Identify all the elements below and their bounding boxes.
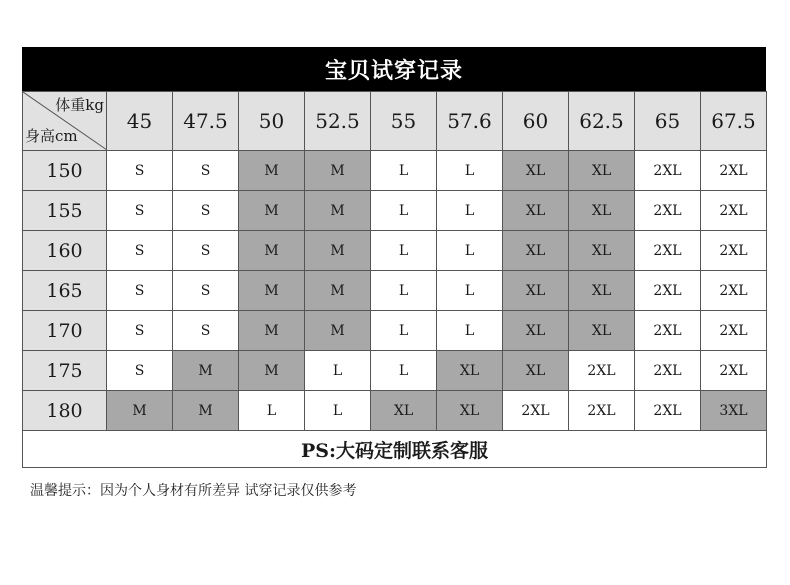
size-cell: M — [305, 151, 371, 191]
weight-header-cell: 55 — [371, 92, 437, 151]
weight-axis-label: 体重kg — [55, 96, 104, 114]
height-cell: 175 — [23, 351, 107, 391]
size-cell: M — [239, 151, 305, 191]
height-cell: 160 — [23, 231, 107, 271]
size-cell: L — [437, 151, 503, 191]
size-cell: L — [371, 151, 437, 191]
weight-header-cell: 62.5 — [569, 92, 635, 151]
size-cell: M — [305, 311, 371, 351]
size-cell: 2XL — [635, 191, 701, 231]
height-cell: 165 — [23, 271, 107, 311]
size-cell: 2XL — [635, 231, 701, 271]
size-cell: M — [173, 391, 239, 431]
size-cell: XL — [569, 311, 635, 351]
size-cell: XL — [569, 271, 635, 311]
table-row — [23, 231, 767, 271]
size-cell: L — [371, 191, 437, 231]
size-cell: 2XL — [701, 271, 767, 311]
weight-header-cell: 47.5 — [173, 92, 239, 151]
size-cell: M — [239, 191, 305, 231]
table-row — [23, 151, 767, 191]
table-row — [23, 311, 767, 351]
weight-header-cell: 65 — [635, 92, 701, 151]
size-cell: L — [371, 351, 437, 391]
chart-title: 宝贝试穿记录 — [22, 47, 766, 91]
tip-note: 温馨提示：因为个人身材有所差异 试穿记录仅供参考 — [30, 483, 357, 499]
size-cell: M — [305, 191, 371, 231]
size-table-body — [23, 151, 767, 431]
weight-header-cell: 57.6 — [437, 92, 503, 151]
size-cell: 2XL — [569, 391, 635, 431]
size-cell: 2XL — [701, 311, 767, 351]
size-cell: 3XL — [701, 391, 767, 431]
height-cell: 155 — [23, 191, 107, 231]
size-cell: L — [437, 191, 503, 231]
size-cell: 2XL — [635, 311, 701, 351]
size-cell: XL — [503, 231, 569, 271]
size-cell: L — [239, 391, 305, 431]
ps-row — [23, 431, 767, 468]
size-cell: XL — [371, 391, 437, 431]
size-cell: S — [107, 151, 173, 191]
size-cell: XL — [503, 191, 569, 231]
weight-header-cell: 50 — [239, 92, 305, 151]
size-cell: M — [239, 351, 305, 391]
size-cell: XL — [437, 351, 503, 391]
size-cell: M — [239, 311, 305, 351]
size-cell: M — [173, 351, 239, 391]
size-cell: L — [371, 311, 437, 351]
size-cell: 2XL — [569, 351, 635, 391]
height-cell: 170 — [23, 311, 107, 351]
weight-header-cell: 45 — [107, 92, 173, 151]
size-cell: 2XL — [635, 271, 701, 311]
height-cell: 150 — [23, 151, 107, 191]
table-row — [23, 351, 767, 391]
size-chart — [22, 47, 766, 468]
size-cell: XL — [437, 391, 503, 431]
size-cell: S — [173, 311, 239, 351]
size-cell: S — [107, 271, 173, 311]
size-cell: L — [371, 231, 437, 271]
size-cell: XL — [569, 231, 635, 271]
corner-cell — [23, 92, 107, 151]
size-cell: S — [107, 351, 173, 391]
size-cell: L — [305, 391, 371, 431]
size-cell: XL — [503, 311, 569, 351]
weight-header-cell: 52.5 — [305, 92, 371, 151]
size-cell: 2XL — [701, 191, 767, 231]
size-cell: S — [107, 231, 173, 271]
size-cell: S — [107, 191, 173, 231]
table-row — [23, 191, 767, 231]
size-cell: M — [107, 391, 173, 431]
table-row — [23, 391, 767, 431]
weight-header-row — [23, 92, 767, 151]
size-cell: L — [371, 271, 437, 311]
size-cell: 2XL — [635, 151, 701, 191]
size-cell: XL — [503, 151, 569, 191]
size-cell: 2XL — [701, 151, 767, 191]
size-cell: 2XL — [635, 391, 701, 431]
weight-header-cell: 67.5 — [701, 92, 767, 151]
size-cell: L — [437, 311, 503, 351]
height-cell: 180 — [23, 391, 107, 431]
size-cell: M — [305, 271, 371, 311]
height-axis-label: 身高cm — [25, 127, 78, 145]
size-table — [22, 91, 767, 468]
size-cell: XL — [503, 271, 569, 311]
size-cell: S — [107, 311, 173, 351]
size-cell: M — [305, 231, 371, 271]
size-cell: S — [173, 231, 239, 271]
size-cell: L — [305, 351, 371, 391]
size-cell: XL — [503, 351, 569, 391]
ps-note: PS:大码定制联系客服 — [23, 431, 767, 468]
size-cell: S — [173, 271, 239, 311]
size-cell: 2XL — [503, 391, 569, 431]
size-cell: L — [437, 271, 503, 311]
size-cell: XL — [569, 151, 635, 191]
size-cell: S — [173, 151, 239, 191]
table-row — [23, 271, 767, 311]
size-cell: 2XL — [635, 351, 701, 391]
size-cell: 2XL — [701, 231, 767, 271]
weight-header-cell: 60 — [503, 92, 569, 151]
size-cell: XL — [569, 191, 635, 231]
size-cell: M — [239, 231, 305, 271]
size-cell: S — [173, 191, 239, 231]
size-cell: M — [239, 271, 305, 311]
size-cell: 2XL — [701, 351, 767, 391]
size-cell: L — [437, 231, 503, 271]
